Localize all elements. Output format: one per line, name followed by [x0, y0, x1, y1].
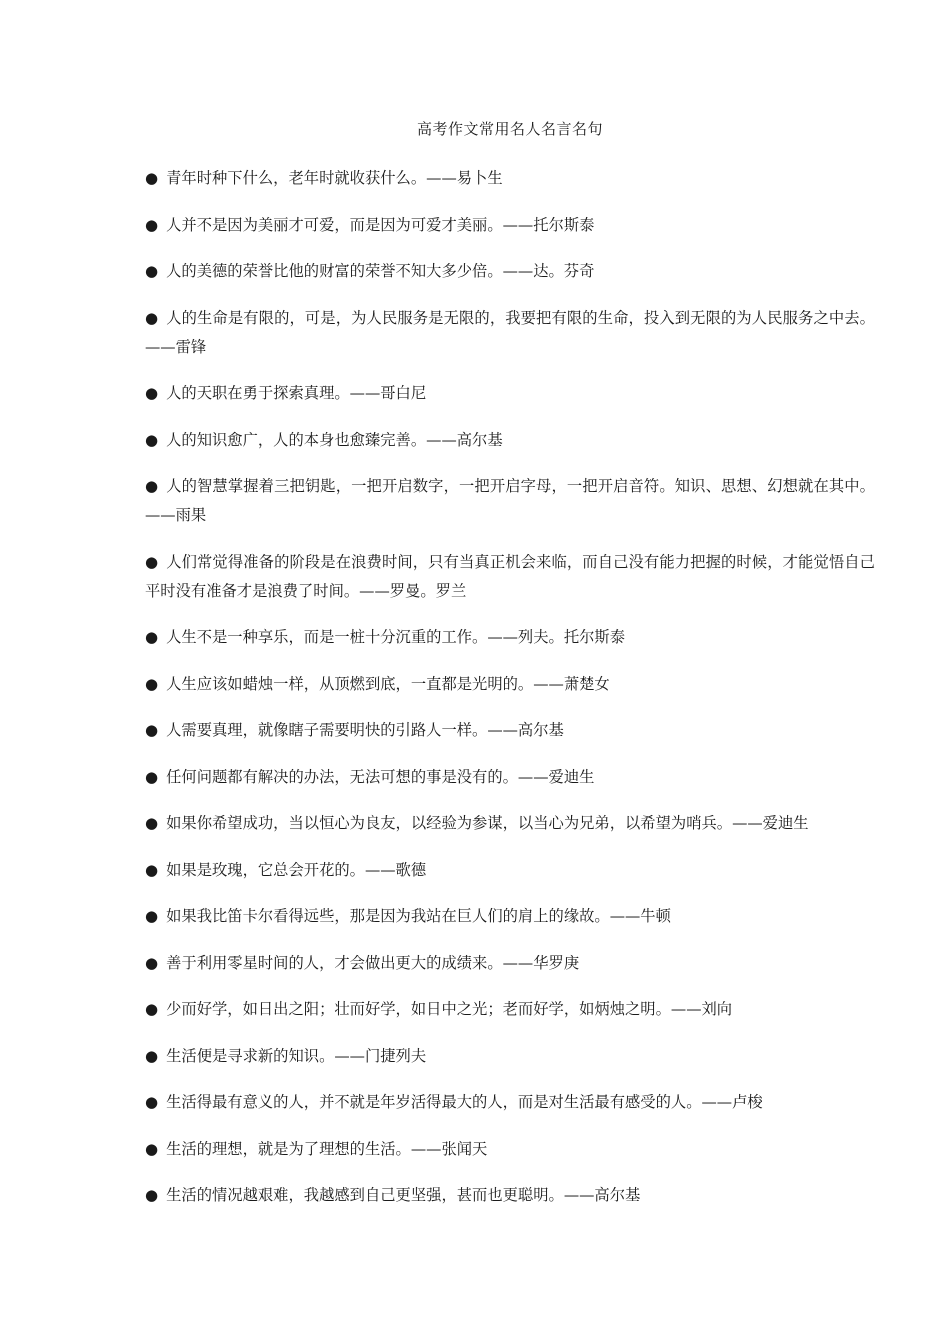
quote-text: 人生应该如蜡烛一样，从顶燃到底，一直都是光明的。——萧楚女 — [166, 674, 610, 693]
quote-text: 少而好学，如日出之阳；壮而好学，如日中之光；老而好学，如炳烛之明。——刘向 — [166, 1000, 733, 1018]
quote-item — [145, 379, 875, 408]
bullet-icon: ● — [145, 721, 159, 739]
quote-item — [145, 164, 875, 193]
quote-text: 生活得最有意义的人，并不就是年岁活得最大的人，而是对生活最有感受的人。——卢梭 — [166, 1093, 763, 1111]
bullet-icon: ● — [145, 1000, 159, 1018]
bullet-icon: ● — [145, 477, 159, 495]
bullet-icon: ● — [145, 262, 159, 280]
quote-text: 人们常觉得准备的阶段是在浪费时间，只有当真正机会来临，而自己没有能力把握的时候，才能觉悟自己平时没有准备才是浪费了时间。——罗曼。罗兰 — [145, 552, 875, 600]
bullet-icon: ● — [145, 628, 159, 646]
quote-item — [145, 809, 875, 838]
quote-text: 青年时种下什么，老年时就收获什么。——易卜生 — [166, 169, 503, 187]
bullet-icon: ● — [145, 767, 159, 786]
quote-text: 人的美德的荣誉比他的财富的荣誉不知大多少倍。——达。芬奇 — [166, 262, 595, 280]
quote-item — [145, 623, 875, 652]
bullet-icon: ● — [145, 674, 159, 693]
bullet-icon: ● — [145, 860, 159, 879]
quote-text: 人的智慧掌握着三把钥匙，一把开启数字，一把开启字母，一把开启音符。知识、思想、幻想就在其中。——雨果 — [145, 477, 875, 524]
bullet-icon: ● — [145, 384, 159, 402]
bullet-icon: ● — [145, 215, 159, 234]
bullet-icon: ● — [145, 1046, 159, 1065]
quote-item — [145, 426, 875, 455]
quote-item — [145, 1042, 875, 1071]
bullet-icon: ● — [145, 308, 159, 327]
quote-text: 任何问题都有解决的办法，无法可想的事是没有的。——爱迪生 — [166, 767, 595, 786]
bullet-icon: ● — [145, 907, 159, 925]
quote-text: 人生不是一种享乐，而是一桩十分沉重的工作。——列夫。托尔斯泰 — [166, 628, 626, 646]
quote-item — [145, 902, 875, 931]
quote-text: 如果是玫瑰，它总会开花的。——歌德 — [166, 860, 427, 879]
quote-list — [145, 164, 875, 1228]
quote-item — [145, 257, 875, 286]
bullet-icon: ● — [145, 169, 159, 187]
page-title: 高考作文常用名人名言名句 — [416, 120, 603, 138]
quote-item — [145, 472, 875, 530]
quote-item — [145, 670, 875, 699]
quote-text: 如果我比笛卡尔看得远些，那是因为我站在巨人们的肩上的缘故。——牛顿 — [166, 907, 671, 925]
quote-text: 生活的理想，就是为了理想的生活。——张闻天 — [166, 1139, 488, 1158]
quote-text: 人的知识愈广，人的本身也愈臻完善。——高尔基 — [166, 430, 503, 449]
bullet-icon: ● — [145, 1139, 159, 1158]
bullet-icon: ● — [145, 1186, 159, 1204]
quote-item — [145, 1088, 875, 1117]
quote-item — [145, 856, 875, 885]
bullet-icon: ● — [145, 552, 159, 571]
quote-text: 人的天职在勇于探索真理。——哥白尼 — [166, 384, 427, 402]
quote-item — [145, 304, 875, 362]
quote-text: 人并不是因为美丽才可爱，而是因为可爱才美丽。——托尔斯泰 — [166, 215, 595, 234]
quote-item — [145, 995, 875, 1024]
quote-item — [145, 211, 875, 240]
quote-text: 生活便是寻求新的知识。——门捷列夫 — [166, 1046, 427, 1065]
bullet-icon: ● — [145, 953, 159, 972]
quote-item — [145, 548, 875, 606]
quote-text: 善于利用零星时间的人，才会做出更大的成绩来。——华罗庚 — [166, 953, 580, 972]
quote-item — [145, 949, 875, 978]
quote-item — [145, 716, 875, 745]
quote-text: 如果你希望成功，当以恒心为良友，以经验为参谋，以当心为兄弟，以希望为哨兵。——爱迪生 — [166, 814, 809, 832]
quote-text: 人的生命是有限的，可是，为人民服务是无限的，我要把有限的生命，投入到无限的为人民服务之中去。——雷锋 — [145, 308, 875, 356]
quote-item — [145, 763, 875, 792]
bullet-icon: ● — [145, 430, 159, 449]
quote-text: 生活的情况越艰难，我越感到自己更坚强，甚而也更聪明。——高尔基 — [166, 1186, 641, 1204]
bullet-icon: ● — [145, 814, 159, 832]
quote-item — [145, 1135, 875, 1164]
bullet-icon: ● — [145, 1093, 159, 1111]
quote-text: 人需要真理，就像瞎子需要明快的引路人一样。——高尔基 — [166, 721, 564, 739]
quote-item — [145, 1181, 875, 1210]
